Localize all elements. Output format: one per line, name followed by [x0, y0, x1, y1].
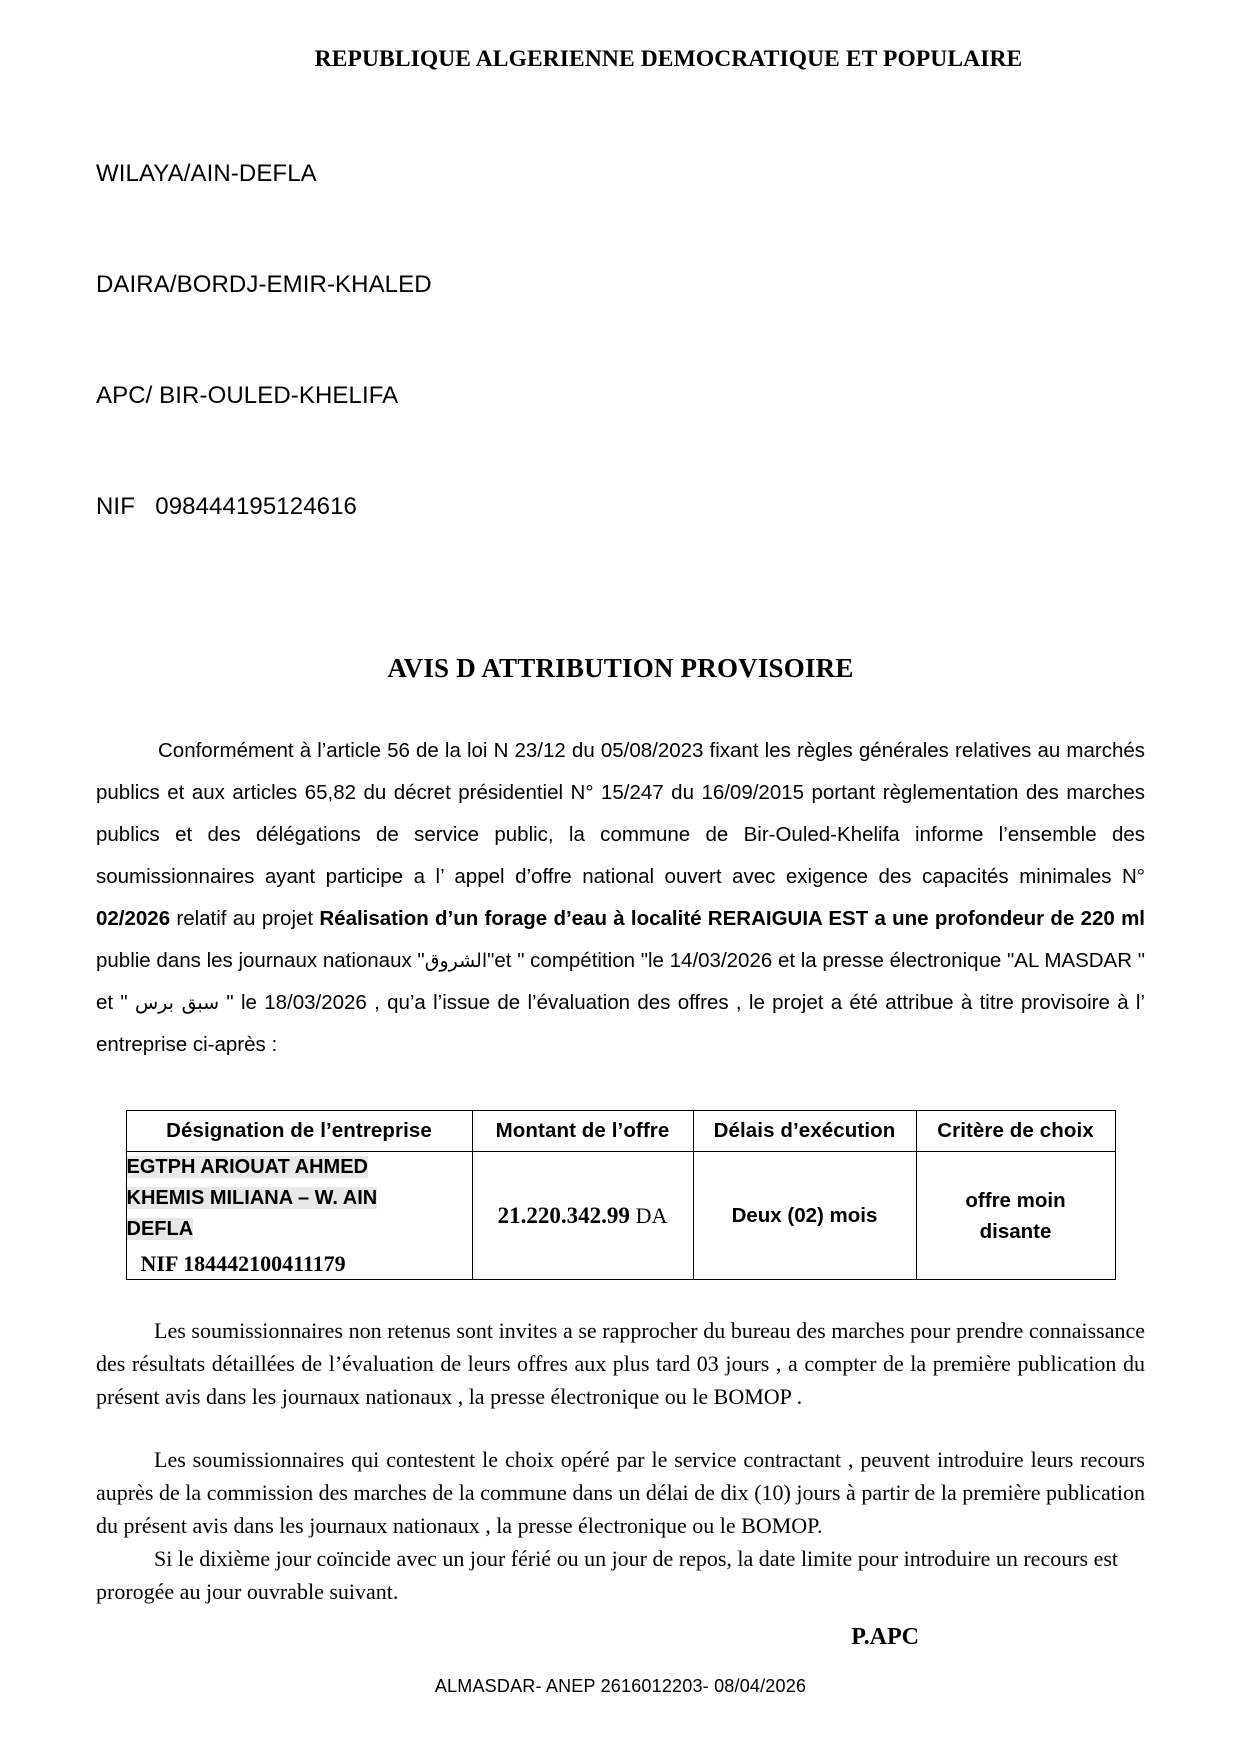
newspaper-arabic-echorouk: الشروق	[424, 950, 488, 972]
intro-segment-2: relatif au projet	[170, 907, 320, 930]
firm-name-line-2: KHEMIS MILIANA – W. AIN	[126, 1187, 378, 1209]
cell-firm-designation	[126, 1152, 472, 1280]
intro-segment-5: " le 18/03/2026 , qu’a l’issue de l’évaluation des offres , le projet a été attribue à titre provisoire à l’ entreprise ci-après :	[96, 991, 1145, 1056]
cell-offer-amount	[472, 1152, 693, 1280]
column-header-delay: Délais d’exécution	[693, 1111, 916, 1152]
org-line-apc: APC/ BIR-OULED-KHELIFA	[96, 382, 399, 409]
intro-segment-3: publie dans les journaux nationaux "	[96, 949, 425, 972]
newspaper-arabic-sabqpress: سبق برس	[134, 992, 220, 1014]
column-header-criterion: Critère de choix	[916, 1111, 1115, 1152]
org-line-wilaya: WILAYA/AIN-DEFLA	[96, 160, 317, 187]
firm-nif: NIF 184442100411179	[140, 1251, 346, 1276]
republic-title: REPUBLIQUE ALGERIENNE DEMOCRATIQUE ET POPULAIRE	[314, 46, 1023, 72]
notice-paragraph-2-text: Les soumissionnaires qui contestent le choix opéré par le service contractant , peuvent introduire leurs recours auprès de la commission des marches de la commune dans un délai de dix (10) jours à partir de la première publication du présent avis dans les journaux nationaux , la presse électronique ou le BOMOP.	[96, 1447, 1145, 1538]
intro-segment-1: Conformément à l’article 56 de la loi N 23/12 du 05/08/2023 fixant les règles générales relatives au marchés publics et aux articles 65,82 du décret présidentiel N° 15/247 du 16/09/2015 portant règlementation des marches publics et des délégations de service public, la commune de Bir-Ouled-Khelifa informe l’ensemble des soumissionnaires ayant participe a l’ appel d’offre national ouvert avec exigence des capacités minimales N°	[96, 739, 1145, 888]
offer-amount-currency: DA	[635, 1202, 668, 1228]
page-title: AVIS D ATTRIBUTION PROVISOIRE	[387, 653, 854, 683]
intro-paragraph	[96, 730, 1145, 1066]
award-table-head	[126, 1111, 1115, 1152]
table-row	[126, 1152, 1115, 1280]
project-label: Réalisation d’un forage d’eau à localité RERAIGUIA EST a une profondeur de 220 ml	[319, 907, 1145, 930]
award-table	[126, 1110, 1116, 1280]
criterion-line-1: offre moin	[965, 1188, 1066, 1212]
footer-reference: ALMASDAR- ANEP 2616012203- 08/04/2026	[434, 1676, 807, 1696]
criterion-line-2: disante	[979, 1219, 1052, 1243]
signature-block: P.APC	[851, 1624, 919, 1650]
cell-execution-delay: Deux (02) mois	[693, 1152, 916, 1280]
notice-paragraph-3	[96, 1542, 1145, 1608]
org-line-daira: DAIRA/BORDJ-EMIR-KHALED	[96, 271, 432, 298]
notice-paragraph-1-text: Les soumissionnaires non retenus sont invites a se rapprocher du bureau des marches pour prendre connaissance des résultats détaillées de l’évaluation de leurs offres aux plus tard 03 jours , a compter de la première publication du présent avis dans les journaux nationaux , la presse électronique ou le BOMOP .	[96, 1318, 1145, 1409]
tender-number: 02/2026	[96, 907, 171, 930]
award-table-body	[126, 1152, 1115, 1280]
org-line-nif: NIF 098444195124616	[96, 493, 357, 520]
offer-amount-value: 21.220.342.99	[497, 1202, 630, 1228]
column-header-amount: Montant de l’offre	[472, 1111, 693, 1152]
notice-paragraph-1	[96, 1314, 1145, 1413]
cell-choice-criterion	[916, 1152, 1115, 1280]
table-header-row	[126, 1111, 1115, 1152]
intro-segment-4: "et " compétition "le 14/03/2026 et la presse électronique "AL MASDAR " et "	[96, 949, 1146, 1014]
column-header-designation: Désignation de l’entreprise	[126, 1111, 472, 1152]
organization-block	[96, 81, 1145, 599]
firm-name-line-3: DEFLA	[126, 1218, 194, 1240]
notice-paragraph-3-text: Si le dixième jour coïncide avec un jour férié ou un jour de repos, la date limite pour introduire un recours est prorogée au jour ouvrable suivant.	[96, 1546, 1119, 1604]
notice-paragraph-2	[96, 1443, 1145, 1542]
firm-name-line-1: EGTPH ARIOUAT AHMED	[126, 1156, 368, 1178]
